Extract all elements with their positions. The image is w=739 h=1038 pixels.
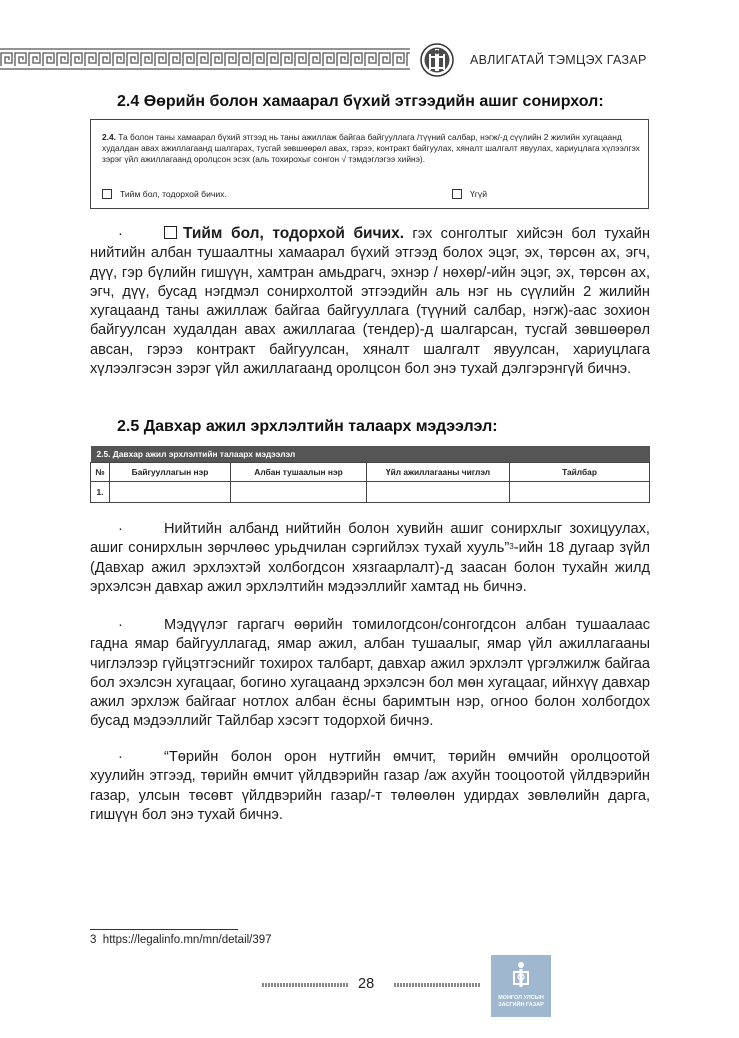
agency-name: АВЛИГАТАЙ ТЭМЦЭХ ГАЗАР	[470, 53, 647, 67]
footnote	[90, 934, 272, 946]
checkbox-icon[interactable]	[102, 189, 112, 199]
dual-employment-table	[90, 446, 650, 503]
section-2-4-heading: 2.4 Өөрийн болон хамаарал бүхий этгээдийн ашиг сонирхол:	[117, 93, 604, 110]
greek-key-border	[0, 48, 410, 70]
option-no[interactable]	[452, 189, 487, 199]
option-no-label: Үгүй	[470, 189, 488, 199]
footer-divider-right	[394, 983, 480, 987]
government-logo-text: МОНГОЛ УЛСЫН ЗАСГИЙН ГАЗАР	[498, 995, 544, 1008]
footer-divider-left	[262, 983, 348, 987]
table-cell[interactable]	[110, 482, 231, 503]
table-caption: 2.5. Давхар ажил эрхлэлтийн талаарх мэдээлэл	[91, 446, 650, 463]
para-text: гэх сонголтыг хийсэн бол тухайн нийтийн албан тушаалтны хамаарал бүхий этгээд болох эцэг, эх, төрсөн ах, эгч, дүү, гэр бүлийн гишүүн, хамтран амьдрагч, эхнэр / нөхөр/-ийн эцэг, эх, төрсөн ах, эгч, дүү, бусад нэгдмэл сонирхолтой этгээдийн аль нэг нь сүүлийн 2 жилийн хугацаанд таны ажиллаж байгаа байгууллага (түүний салбар, нэгж)-аас зохион байгуулсан худалдан авах ажиллагаа (тендер)-д шалгарсан, тусгай зөвшөөрөл авсан, гэрээ контракт байгуулсан, хяналт шалгалт явуулсан, хариуцлага хүлээлгэсэн зэрэг үйл ажиллагаанд оролцсон бол энэ тухай дэлгэрэнгүй бичнэ.	[90, 226, 651, 378]
paragraph-2-5-2	[90, 616, 650, 732]
para-text: -ийн 18 дугаар зүйл (Давхар ажил эрхлэхтэй холбогдсон хязгаарлалт)-д заасан болон тухайн жилд эрхэлсэн давхар ажил эрхлэлтийн мэдээллийг хамтад нь бичнэ.	[90, 540, 650, 595]
col-header-activity: Үйл ажиллагааны чиглэл	[367, 463, 510, 482]
footnote-number: 3	[90, 934, 97, 946]
table-caption-row	[91, 446, 650, 463]
bullet: ·	[118, 617, 123, 633]
para-text: “Төрийн болон орон нутгийн өмчит, төрийн өмчийн оролцоотой хуулийн этгээд, төрийн өмчит үйлдвэрийн газар /аж ахуйн тооцоотой үйлдвэрийн газар, улсын төсөвт үйлдвэрийн газар/-т төлөөлөн удирдах зөвлөлийн дарга, гишүүн бол энэ тухай бичнэ.	[90, 749, 650, 823]
option-yes[interactable]	[102, 189, 227, 199]
footnote-link[interactable]: https://legalinfo.mn/mn/detail/397	[102, 934, 272, 946]
checkbox-icon	[164, 226, 177, 239]
page-number: 28	[358, 976, 375, 992]
form-instruction-text: Та болон таны хамаарал бүхий этгээд нь таны ажиллаж байгаа байгууллага /түүний салбар, нэгж/-д сүүлийн 2 жилийн хугацаанд худалдан авах ажиллагаанд шалгарах, тусгай зөвшөөрөл авах, гэрээ, контракт байгуулах, хяналт шалгалт явуулах, хариуцлага хүлээлгэх зэрэг үйл ажиллагаанд оролцсон эсэх (аль тохирохыг сонгон √ тэмдэглэгээ хийнэ).	[102, 132, 640, 165]
bullet: ·	[118, 749, 123, 765]
table-cell[interactable]	[367, 482, 510, 503]
page-header	[0, 40, 739, 80]
col-header-organization: Байгууллагын нэр	[110, 463, 231, 482]
form-instruction	[102, 132, 640, 166]
col-header-number: №	[91, 463, 110, 482]
table-cell: 1.	[91, 482, 110, 503]
checkbox-icon[interactable]	[452, 189, 462, 199]
paragraph-2-5-1	[90, 520, 650, 597]
soyombo-emblem-icon	[420, 42, 454, 78]
paragraph-2-5-3	[90, 748, 650, 825]
col-header-position: Албан тушаалын нэр	[231, 463, 367, 482]
form-number: 2.4.	[102, 132, 116, 142]
paragraph-2-4	[90, 224, 650, 379]
bullet: ·	[118, 521, 123, 537]
section-2-5-heading: 2.5 Давхар ажил эрхлэлтийн талаарх мэдээлэл:	[117, 418, 498, 435]
page-footer	[262, 976, 480, 994]
option-yes-label: Тийм бол, тодорхой бичих.	[120, 189, 227, 199]
table-cell[interactable]	[231, 482, 367, 503]
form-box-2-4	[90, 119, 649, 209]
table-row	[91, 482, 650, 503]
table-cell[interactable]	[510, 482, 650, 503]
soyombo-icon	[511, 961, 531, 989]
para-bold-lead: Тийм бол, тодорхой бичих.	[183, 225, 405, 242]
government-logo	[491, 955, 551, 1017]
footnote-divider	[90, 929, 238, 930]
table-header-row	[91, 463, 650, 482]
footnote-ref: 3	[509, 542, 514, 552]
para-text: Мэдүүлэг гаргагч өөрийн томилогдсон/сонгогдсон албан тушаалаас гадна ямар байгууллагад, ямар ажил, албан тушаалыг, ямар үйл ажиллагааны чиглэлээр гүйцэтгэснийг тохирох талбарт, давхар ажил эрхлэлт үргэлжилж байгаа бол эхэлсэн хугацааг, богино хугацаанд эрхэлсэн бол мөн хугацааг, ийнхүү давхар ажил эрхлэж байгааг нотлох албан ёсны баримтын нэр, огноо болон холбогдох бусад мэдээллийг Тайлбар хэсэгт тодорхой бичнэ.	[90, 617, 650, 730]
bullet: ·	[118, 226, 123, 242]
para-text: Нийтийн албанд нийтийн болон хувийн ашиг сонирхлыг зохицуулах, ашиг сонирхлын зөрчлөөс урьдчилан сэргийлэх тухай хууль”	[90, 521, 650, 557]
col-header-note: Тайлбар	[510, 463, 650, 482]
